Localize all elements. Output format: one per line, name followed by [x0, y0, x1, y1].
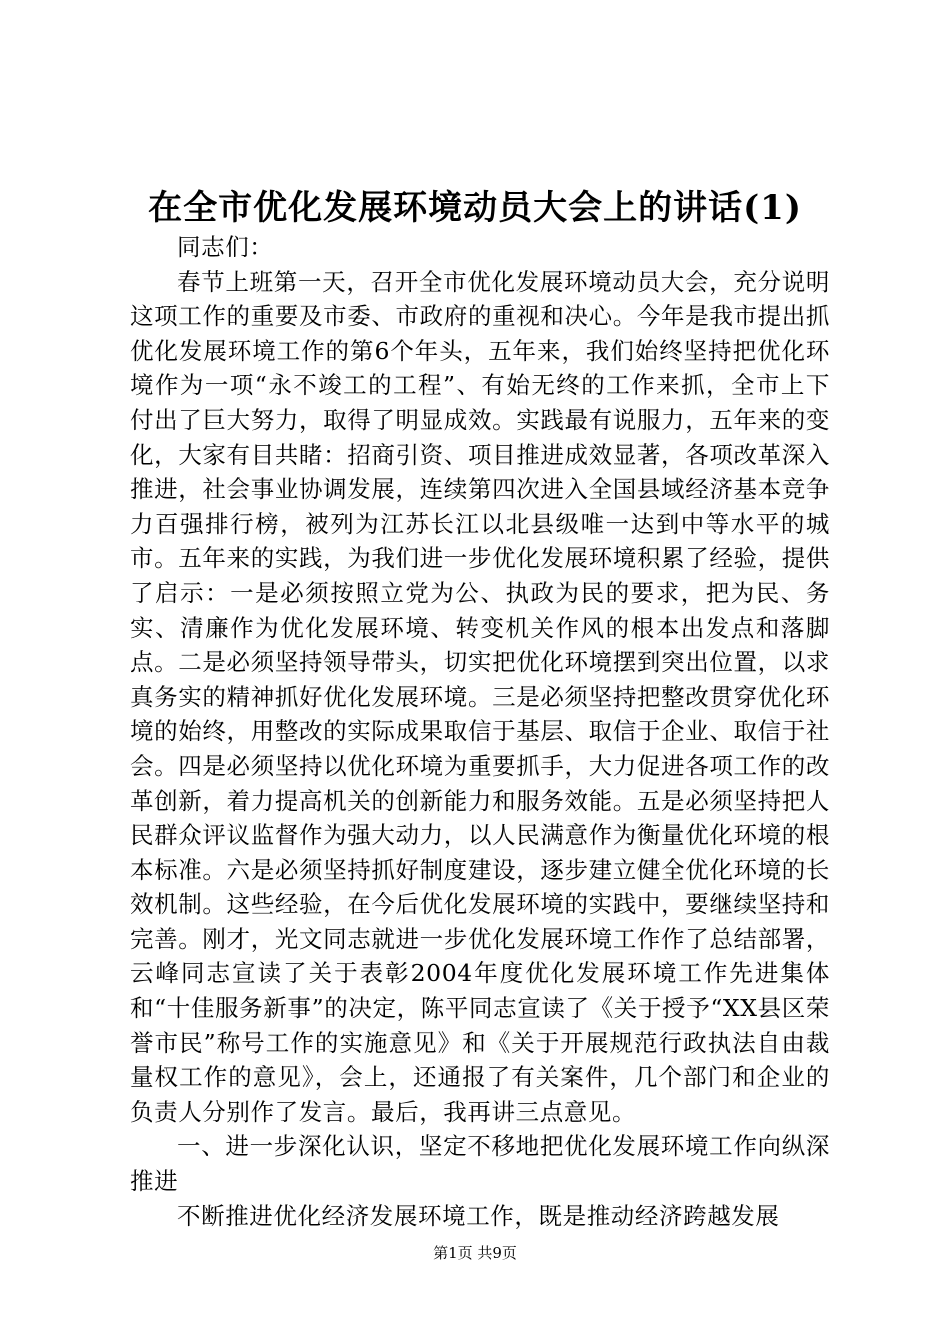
document-body [130, 230, 830, 1233]
document-title: 在全市优化发展环境动员大会上的讲话(1) [148, 188, 802, 228]
paragraph-section-1: 不断推进优化经济发展环境工作，既是推动经济跨越发展 [177, 1201, 780, 1230]
paragraph-main: 春节上班第一天，召开全市优化发展环境动员大会，充分说明这项工作的重要及市委、市政府的重视和决心。今年是我市提出抓优化发展环境工作的第6个年头，五年来，我们始终坚持把优化环境作为一项“永不竣工的工程”、有始无终的工作来抓，全市上下付出了巨大努力，取得了明显成效。实践最有说服力，五年来的变化，大家有目共睹：招商引资、项目推进成效显著，各项改革深入推进，社会事业协调发展，连续第四次进入全国县域经济基本竞争力百强排行榜，被列为江苏长江以北县级唯一达到中等水平的城市。五年来的实践，为我们进一步优化发展环境积累了经验，提供了启示：一是必须按照立党为公、执政为民的要求，把为民、务实、清廉作为优化发展环境、转变机关作风的根本出发点和落脚点。二是必须坚持领导带头，切实把优化环境摆到突出位置，以求真务实的精神抓好优化发展环境。三是必须坚持把整改贯穿优化环境的始终，用整改的实际成果取信于基层、取信于企业、取信于社会。四是必须坚持以优化环境为重要抓手，大力促进各项工作的改革创新，着力提高机关的创新能力和服务效能。五是必须坚持把人民群众评议监督作为强大动力，以人民满意作为衡量优化环境的根本标准。六是必须坚持抓好制度建设，逐步建立健全优化环境的长效机制。这些经验，在今后优化发展环境的实践中，要继续坚持和完善。刚才，光文同志就进一步优化发展环境工作作了总结部署，云峰同志宣读了关于表彰2004年度优化发展环境工作先进集体和“十佳服务新事”的决定，陈平同志宣读了《关于授予“XX县区荣誉市民”称号工作的实施意见》和《关于开展规范行政执法自由裁量权工作的意见》，会上，还通报了有关案件，几个部门和企业的负责人分别作了发言。最后，我再讲三点意见。 [130, 267, 830, 1126]
section-heading-1: 一、进一步深化认识，坚定不移地把优化发展环境工作向纵深推进 [130, 1132, 830, 1196]
page-footer: 第1页 共9页 [433, 1244, 517, 1262]
paragraph-greeting: 同志们： [177, 233, 274, 261]
